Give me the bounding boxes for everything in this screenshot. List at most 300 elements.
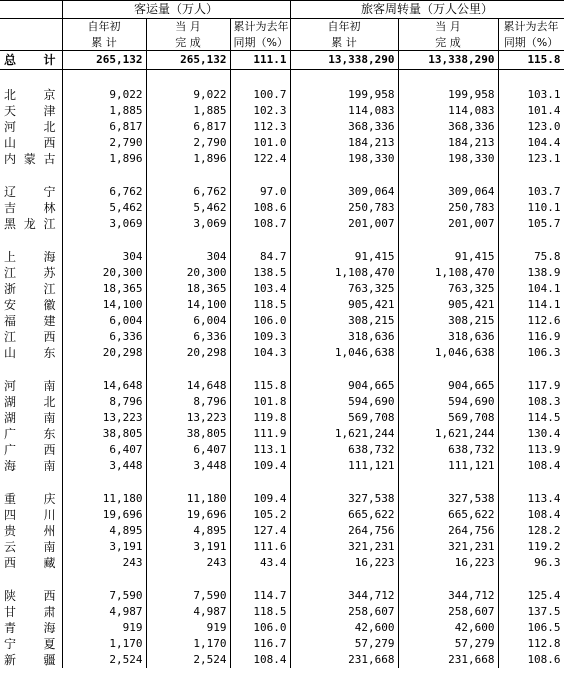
- vol-cum: 8,796: [62, 394, 146, 410]
- header-vol-ratio-2: 同期（%）: [230, 35, 290, 51]
- vol-month: 6,004: [146, 313, 230, 329]
- separator-row: [0, 70, 564, 87]
- table-row: [0, 636, 564, 652]
- turn-ratio: 112.6: [498, 313, 564, 329]
- turn-month: 318,636: [398, 329, 498, 345]
- separator-cell: [498, 232, 564, 249]
- vol-cum: 6,817: [62, 119, 146, 135]
- vol-month: 9,022: [146, 87, 230, 103]
- vol-cum: 19,696: [62, 507, 146, 523]
- separator-cell: [0, 167, 62, 184]
- region-name: 云 南: [4, 539, 56, 554]
- vol-month: 3,448: [146, 458, 230, 474]
- turn-month: 199,958: [398, 87, 498, 103]
- turn-month: 327,538: [398, 491, 498, 507]
- vol-ratio: 138.5: [230, 265, 290, 281]
- vol-cum: 14,648: [62, 378, 146, 394]
- region-name: 黑龙江: [4, 216, 56, 231]
- turn-cum: 904,665: [290, 378, 398, 394]
- vol-ratio: 115.8: [230, 378, 290, 394]
- vol-cum: 1,885: [62, 103, 146, 119]
- vol-month: 13,223: [146, 410, 230, 426]
- turn-month: 184,213: [398, 135, 498, 151]
- table-row: [0, 151, 564, 167]
- header-vol-cum-1: 自年初: [62, 19, 146, 35]
- turn-ratio: 112.8: [498, 636, 564, 652]
- vol-cum: 4,895: [62, 523, 146, 539]
- vol-cum: 919: [62, 620, 146, 636]
- turn-ratio: 96.3: [498, 555, 564, 571]
- vol-month: 14,100: [146, 297, 230, 313]
- turn-ratio: 113.4: [498, 491, 564, 507]
- vol-month: 2,524: [146, 652, 230, 668]
- header-turn-ratio-2: 同期（%）: [498, 35, 564, 51]
- region-name: 河 北: [4, 119, 56, 134]
- table-row: [0, 135, 564, 151]
- header-passenger-turnover: 旅客周转量（万人公里）: [290, 1, 564, 19]
- table-row: [0, 200, 564, 216]
- turn-cum: 321,231: [290, 539, 398, 555]
- region-name: 青 海: [4, 620, 56, 635]
- turn-cum: 368,336: [290, 119, 398, 135]
- table-row: [0, 378, 564, 394]
- table-row: [0, 604, 564, 620]
- vol-cum: 7,590: [62, 588, 146, 604]
- vol-ratio: 118.5: [230, 604, 290, 620]
- total-vol-month: 265,132: [146, 51, 230, 70]
- separator-cell: [290, 361, 398, 378]
- turn-ratio: 108.3: [498, 394, 564, 410]
- vol-ratio: 100.7: [230, 87, 290, 103]
- turn-cum: 258,607: [290, 604, 398, 620]
- header-turn-month-1: 当 月: [398, 19, 498, 35]
- separator-cell: [62, 361, 146, 378]
- region-name: 辽 宁: [4, 184, 56, 199]
- turn-ratio: 125.4: [498, 588, 564, 604]
- header-turn-cum-2: 累 计: [290, 35, 398, 51]
- separator-cell: [62, 167, 146, 184]
- separator-cell: [0, 70, 62, 87]
- region-name: 湖 南: [4, 410, 56, 425]
- turn-cum: 1,108,470: [290, 265, 398, 281]
- region-name: 山 东: [4, 345, 56, 360]
- vol-ratio: 104.3: [230, 345, 290, 361]
- vol-cum: 243: [62, 555, 146, 571]
- turn-ratio: 119.2: [498, 539, 564, 555]
- separator-cell: [290, 474, 398, 491]
- table-row: [0, 281, 564, 297]
- region-name: 西 藏: [4, 555, 56, 570]
- table-row: [0, 523, 564, 539]
- header-corner: [0, 1, 62, 19]
- turn-month: 905,421: [398, 297, 498, 313]
- vol-ratio: 101.0: [230, 135, 290, 151]
- vol-ratio: 118.5: [230, 297, 290, 313]
- separator-cell: [290, 232, 398, 249]
- vol-ratio: 105.2: [230, 507, 290, 523]
- turn-cum: 665,622: [290, 507, 398, 523]
- turn-month: 344,712: [398, 588, 498, 604]
- vol-ratio: 111.6: [230, 539, 290, 555]
- vol-cum: 3,191: [62, 539, 146, 555]
- turn-month: 91,415: [398, 249, 498, 265]
- vol-month: 6,336: [146, 329, 230, 345]
- separator-cell: [62, 571, 146, 588]
- separator-cell: [398, 361, 498, 378]
- region-name: 新 疆: [4, 652, 56, 667]
- vol-month: 20,300: [146, 265, 230, 281]
- vol-month: 1,896: [146, 151, 230, 167]
- turn-cum: 594,690: [290, 394, 398, 410]
- turn-month: 42,600: [398, 620, 498, 636]
- turn-cum: 264,756: [290, 523, 398, 539]
- vol-cum: 3,448: [62, 458, 146, 474]
- total-turn-month: 13,338,290: [398, 51, 498, 70]
- turn-month: 201,007: [398, 216, 498, 232]
- separator-cell: [62, 232, 146, 249]
- turn-ratio: 113.9: [498, 442, 564, 458]
- turn-month: 16,223: [398, 555, 498, 571]
- separator-cell: [230, 167, 290, 184]
- table-row: [0, 329, 564, 345]
- vol-cum: 2,524: [62, 652, 146, 668]
- separator-cell: [146, 474, 230, 491]
- turn-month: 231,668: [398, 652, 498, 668]
- separator-cell: [230, 361, 290, 378]
- turn-cum: 231,668: [290, 652, 398, 668]
- separator-cell: [398, 70, 498, 87]
- turn-month: 1,108,470: [398, 265, 498, 281]
- region-name: 广 东: [4, 426, 56, 441]
- separator-cell: [62, 474, 146, 491]
- table-row: [0, 184, 564, 200]
- separator-cell: [398, 571, 498, 588]
- table-row: [0, 87, 564, 103]
- turn-ratio: 104.1: [498, 281, 564, 297]
- total-turn-cum: 13,338,290: [290, 51, 398, 70]
- separator-cell: [398, 167, 498, 184]
- total-label: 总 计: [0, 51, 62, 70]
- turn-cum: 308,215: [290, 313, 398, 329]
- vol-cum: 20,300: [62, 265, 146, 281]
- turn-cum: 638,732: [290, 442, 398, 458]
- separator-row: [0, 474, 564, 491]
- turn-cum: 201,007: [290, 216, 398, 232]
- vol-month: 14,648: [146, 378, 230, 394]
- vol-ratio: 106.0: [230, 313, 290, 329]
- separator-row: [0, 361, 564, 378]
- separator-cell: [290, 571, 398, 588]
- vol-cum: 18,365: [62, 281, 146, 297]
- vol-cum: 6,004: [62, 313, 146, 329]
- region-name: 江 苏: [4, 265, 56, 280]
- vol-cum: 1,170: [62, 636, 146, 652]
- vol-cum: 6,762: [62, 184, 146, 200]
- turn-cum: 763,325: [290, 281, 398, 297]
- table-row: [0, 442, 564, 458]
- turn-month: 114,083: [398, 103, 498, 119]
- vol-month: 919: [146, 620, 230, 636]
- separator-cell: [498, 361, 564, 378]
- turn-ratio: 123.0: [498, 119, 564, 135]
- turn-month: 638,732: [398, 442, 498, 458]
- table-row: [0, 394, 564, 410]
- table-row: [0, 555, 564, 571]
- separator-cell: [498, 474, 564, 491]
- vol-month: 3,191: [146, 539, 230, 555]
- separator-cell: [62, 70, 146, 87]
- turn-ratio: 110.1: [498, 200, 564, 216]
- turn-cum: 1,621,244: [290, 426, 398, 442]
- vol-month: 8,796: [146, 394, 230, 410]
- header-vol-ratio-1: 累计为去年: [230, 19, 290, 35]
- vol-cum: 38,805: [62, 426, 146, 442]
- separator-cell: [290, 70, 398, 87]
- separator-cell: [398, 232, 498, 249]
- vol-ratio: 43.4: [230, 555, 290, 571]
- turn-ratio: 130.4: [498, 426, 564, 442]
- separator-cell: [398, 474, 498, 491]
- separator-cell: [146, 361, 230, 378]
- separator-row: [0, 571, 564, 588]
- vol-ratio: 108.6: [230, 200, 290, 216]
- total-turn-ratio: 115.8: [498, 51, 564, 70]
- turn-cum: 16,223: [290, 555, 398, 571]
- vol-month: 3,069: [146, 216, 230, 232]
- turn-month: 321,231: [398, 539, 498, 555]
- turn-cum: 1,046,638: [290, 345, 398, 361]
- table-row: [0, 491, 564, 507]
- vol-cum: 1,896: [62, 151, 146, 167]
- turn-ratio: 108.4: [498, 458, 564, 474]
- vol-month: 6,407: [146, 442, 230, 458]
- turn-ratio: 108.4: [498, 507, 564, 523]
- total-vol-cum: 265,132: [62, 51, 146, 70]
- turn-cum: 344,712: [290, 588, 398, 604]
- vol-month: 6,817: [146, 119, 230, 135]
- turn-ratio: 114.5: [498, 410, 564, 426]
- separator-cell: [230, 70, 290, 87]
- vol-ratio: 113.1: [230, 442, 290, 458]
- turn-ratio: 101.4: [498, 103, 564, 119]
- separator-cell: [0, 232, 62, 249]
- vol-month: 7,590: [146, 588, 230, 604]
- header-turn-ratio-1: 累计为去年: [498, 19, 564, 35]
- vol-ratio: 108.4: [230, 652, 290, 668]
- vol-ratio: 119.8: [230, 410, 290, 426]
- total-vol-ratio: 111.1: [230, 51, 290, 70]
- vol-cum: 5,462: [62, 200, 146, 216]
- turn-ratio: 106.5: [498, 620, 564, 636]
- turn-month: 264,756: [398, 523, 498, 539]
- turn-ratio: 128.2: [498, 523, 564, 539]
- vol-ratio: 97.0: [230, 184, 290, 200]
- separator-cell: [146, 70, 230, 87]
- vol-ratio: 109.4: [230, 458, 290, 474]
- vol-ratio: 116.7: [230, 636, 290, 652]
- table-row: [0, 216, 564, 232]
- turn-cum: 250,783: [290, 200, 398, 216]
- turn-month: 198,330: [398, 151, 498, 167]
- turn-month: 57,279: [398, 636, 498, 652]
- region-name: 吉 林: [4, 200, 56, 215]
- turn-ratio: 114.1: [498, 297, 564, 313]
- header-passenger-volume: 客运量（万人）: [62, 1, 290, 19]
- turn-ratio: 103.1: [498, 87, 564, 103]
- separator-cell: [290, 167, 398, 184]
- vol-ratio: 102.3: [230, 103, 290, 119]
- vol-cum: 9,022: [62, 87, 146, 103]
- vol-cum: 11,180: [62, 491, 146, 507]
- vol-ratio: 109.3: [230, 329, 290, 345]
- region-name: 甘 肃: [4, 604, 56, 619]
- vol-ratio: 109.4: [230, 491, 290, 507]
- vol-ratio: 127.4: [230, 523, 290, 539]
- table-row: [0, 588, 564, 604]
- header-turn-cum-1: 自年初: [290, 19, 398, 35]
- turn-ratio: 75.8: [498, 249, 564, 265]
- vol-month: 5,462: [146, 200, 230, 216]
- turn-cum: 111,121: [290, 458, 398, 474]
- table-row: [0, 313, 564, 329]
- table-row: [0, 249, 564, 265]
- table-row: [0, 458, 564, 474]
- turn-month: 250,783: [398, 200, 498, 216]
- turn-cum: 57,279: [290, 636, 398, 652]
- vol-month: 243: [146, 555, 230, 571]
- separator-cell: [146, 167, 230, 184]
- turn-ratio: 108.6: [498, 652, 564, 668]
- region-name: 安 徽: [4, 297, 56, 312]
- vol-ratio: 122.4: [230, 151, 290, 167]
- vol-cum: 20,298: [62, 345, 146, 361]
- turn-ratio: 117.9: [498, 378, 564, 394]
- turn-month: 258,607: [398, 604, 498, 620]
- region-name: 陕 西: [4, 588, 56, 603]
- table-row: [0, 652, 564, 668]
- vol-month: 6,762: [146, 184, 230, 200]
- region-name: 河 南: [4, 378, 56, 393]
- turn-month: 368,336: [398, 119, 498, 135]
- separator-cell: [230, 474, 290, 491]
- turn-cum: 42,600: [290, 620, 398, 636]
- turn-month: 763,325: [398, 281, 498, 297]
- turn-month: 904,665: [398, 378, 498, 394]
- separator-cell: [0, 571, 62, 588]
- region-name: 福 建: [4, 313, 56, 328]
- vol-ratio: 114.7: [230, 588, 290, 604]
- table-row: [0, 620, 564, 636]
- vol-month: 11,180: [146, 491, 230, 507]
- separator-cell: [230, 232, 290, 249]
- turn-month: 111,121: [398, 458, 498, 474]
- turn-month: 308,215: [398, 313, 498, 329]
- vol-ratio: 108.7: [230, 216, 290, 232]
- vol-cum: 13,223: [62, 410, 146, 426]
- table-row: [0, 297, 564, 313]
- region-name: 浙 江: [4, 281, 56, 296]
- turn-cum: 569,708: [290, 410, 398, 426]
- header-vol-cum-2: 累 计: [62, 35, 146, 51]
- header-vol-month-1: 当 月: [146, 19, 230, 35]
- table-row: [0, 119, 564, 135]
- turn-month: 1,621,244: [398, 426, 498, 442]
- vol-month: 19,696: [146, 507, 230, 523]
- header-vol-month-2: 完 成: [146, 35, 230, 51]
- turn-cum: 318,636: [290, 329, 398, 345]
- turn-ratio: 106.3: [498, 345, 564, 361]
- separator-row: [0, 232, 564, 249]
- table-row: [0, 426, 564, 442]
- header-turn-month-2: 完 成: [398, 35, 498, 51]
- region-name: 贵 州: [4, 523, 56, 538]
- vol-ratio: 111.9: [230, 426, 290, 442]
- vol-cum: 6,407: [62, 442, 146, 458]
- vol-ratio: 112.3: [230, 119, 290, 135]
- separator-cell: [146, 232, 230, 249]
- turn-month: 1,046,638: [398, 345, 498, 361]
- region-name: 上 海: [4, 249, 56, 264]
- vol-cum: 14,100: [62, 297, 146, 313]
- vol-month: 1,885: [146, 103, 230, 119]
- region-name: 宁 夏: [4, 636, 56, 651]
- region-name: 天 津: [4, 103, 56, 118]
- table-row: [0, 507, 564, 523]
- table-row: [0, 265, 564, 281]
- vol-month: 18,365: [146, 281, 230, 297]
- vol-month: 2,790: [146, 135, 230, 151]
- turn-cum: 91,415: [290, 249, 398, 265]
- vol-month: 304: [146, 249, 230, 265]
- separator-row: [0, 167, 564, 184]
- turn-month: 569,708: [398, 410, 498, 426]
- turn-cum: 199,958: [290, 87, 398, 103]
- turn-cum: 198,330: [290, 151, 398, 167]
- vol-cum: 4,987: [62, 604, 146, 620]
- region-name: 内蒙古: [4, 151, 56, 166]
- region-name: 山 西: [4, 135, 56, 150]
- vol-month: 4,987: [146, 604, 230, 620]
- table-row: [0, 539, 564, 555]
- table-row: [0, 345, 564, 361]
- turn-month: 594,690: [398, 394, 498, 410]
- table-row: [0, 410, 564, 426]
- region-name: 重 庆: [4, 491, 56, 506]
- vol-cum: 6,336: [62, 329, 146, 345]
- turn-month: 665,622: [398, 507, 498, 523]
- vol-ratio: 84.7: [230, 249, 290, 265]
- region-name: 北 京: [4, 87, 56, 102]
- turn-cum: 184,213: [290, 135, 398, 151]
- region-name: 四 川: [4, 507, 56, 522]
- table-row: [0, 103, 564, 119]
- vol-cum: 3,069: [62, 216, 146, 232]
- vol-month: 20,298: [146, 345, 230, 361]
- vol-month: 1,170: [146, 636, 230, 652]
- header-corner-3: [0, 35, 62, 51]
- turn-ratio: 138.9: [498, 265, 564, 281]
- total-row: [0, 51, 564, 70]
- region-name: 湖 北: [4, 394, 56, 409]
- region-name: 海 南: [4, 458, 56, 473]
- turn-month: 309,064: [398, 184, 498, 200]
- turn-ratio: 103.7: [498, 184, 564, 200]
- separator-cell: [0, 361, 62, 378]
- turn-ratio: 123.1: [498, 151, 564, 167]
- turn-cum: 309,064: [290, 184, 398, 200]
- turn-ratio: 105.7: [498, 216, 564, 232]
- turn-ratio: 116.9: [498, 329, 564, 345]
